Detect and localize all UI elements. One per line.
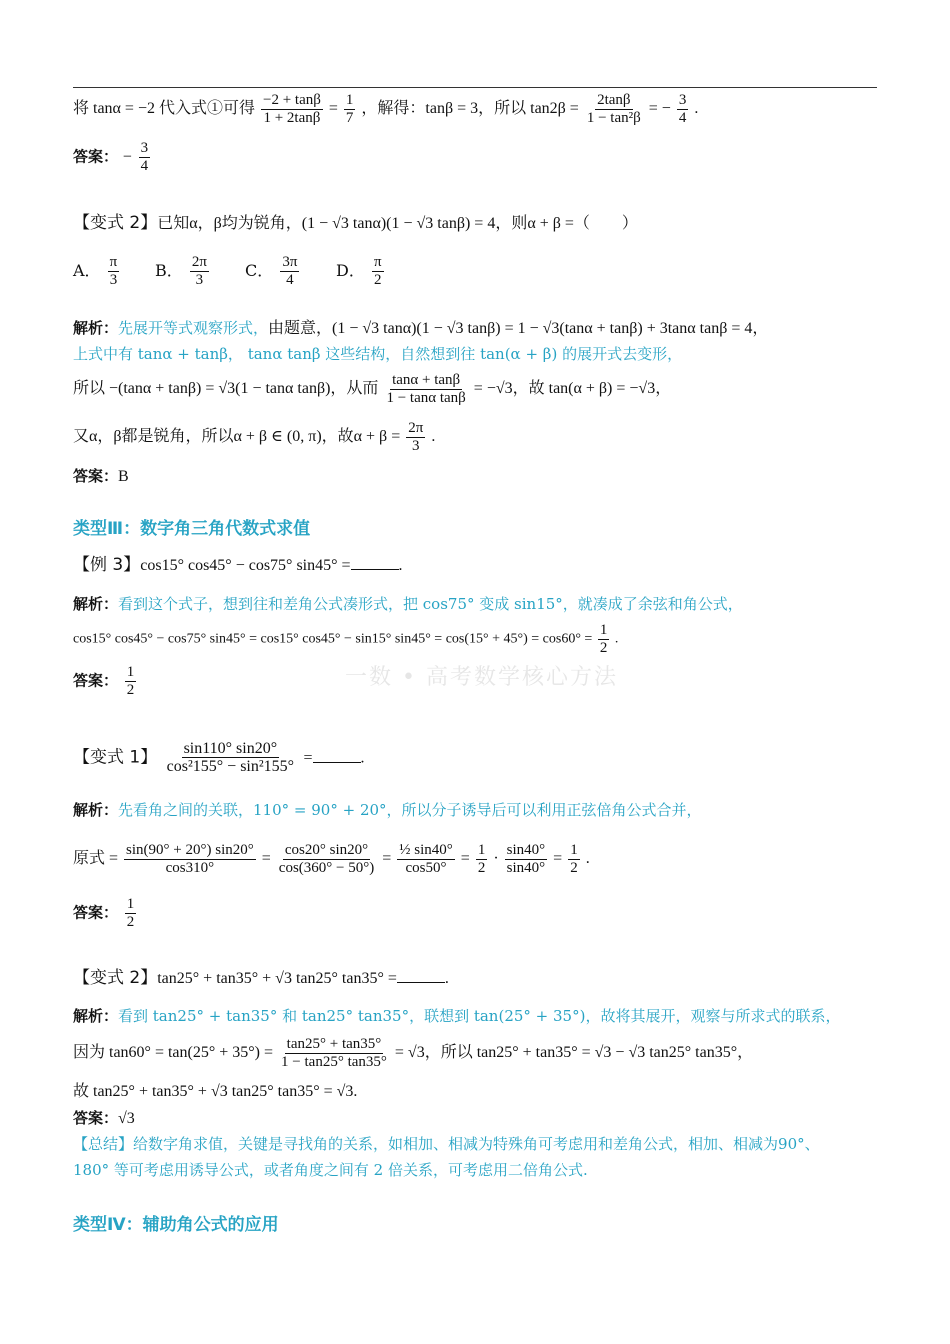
section-heading-3: 类型Ⅲ：数字角三角代数式求值 xyxy=(73,519,311,539)
answer-2: 答案：B xyxy=(73,467,129,485)
watermark: 一数 • 高考数学核心方法 xyxy=(345,665,618,690)
option-c: C． $\frac{3\pi}{4}$ xyxy=(245,254,298,288)
analysis-4-line-2: 原式 = $\frac{\sin(90^\circ + 20^\circ) \sin 20^\circ}{\cos 310^\circ}$ = $\frac{\cos 20^\circ \sin 20^\circ}{\cos(360^\circ - 50^\circ)}$ = $\frac{\text{½ sin40°}}{\cos 50^\circ}$ = $\frac{1}{2}$ · $\frac{\sin 40^\circ}{\sin 40^\circ}$ = $\frac{1}{2}$ . xyxy=(73,842,590,876)
header-rule xyxy=(73,87,877,88)
example-3-question: 【例 3】cos15° cos45° − cos75° sin45° = . xyxy=(73,555,403,575)
variant-1-question: 【变式 1】 $\frac{\sin 110^\circ \sin 20^\circ}{\text{cos²155° − sin²155°}}$ = . xyxy=(73,740,365,775)
analysis-2-line-2: 上式中有 tanα + tanβ， tanα tanβ 这些结构，自然想到往 tan(α + β) 的展开式去变形， xyxy=(73,345,683,363)
analysis-2-line-3: 所以 −(tanα + tanβ) = √3(1 − tanα tanβ)，从而 $\frac{\tan\alpha + \tan\beta}{\text{1 − tanα tanβ}}$ = −√3，故 tan(α + β) = −√3， xyxy=(73,372,672,406)
summary-line-2: 180° 等可考虑用诱导公式，或者角度之间有 2 倍关系，可考虑用二倍角公式. xyxy=(73,1161,588,1179)
answer-5: 答案：√3 xyxy=(73,1109,135,1127)
analysis-4-line-1: 解析：先看角之间的关联，110° = 90° + 20°，所以分子诱导后可以利用正弦倍角公式合并， xyxy=(73,801,702,819)
variant-2b-question: 【变式 2】tan25° + tan35° + √3 tan25° tan35° = . xyxy=(73,968,449,988)
analysis-3-line-1: 解析：看到这个式子，想到往和差角公式凑形式，把 cos75° 变成 sin15°，就凑成了余弦和角公式， xyxy=(73,595,743,613)
fraction: $\frac{3}{4}$ xyxy=(140,140,149,174)
answer-1: 答案： − $\frac{3}{4}$ xyxy=(73,140,149,174)
option-d: D． $\frac{\pi}{2}$ xyxy=(336,254,382,288)
fraction: $\frac{3}{4}$ xyxy=(678,92,687,126)
fraction: $\frac{1}{2}$ xyxy=(599,622,608,656)
fraction: $\frac{2\tan\beta}{\text{1 − tan²β}}$ xyxy=(586,92,641,126)
answer-3: 答案： $\frac{1}{2}$ xyxy=(73,664,135,698)
fraction: $\frac{\tan 25^\circ + \tan 35^\circ}{1 - \tan 25^\circ \tan 35^\circ}$ xyxy=(281,1036,387,1070)
solution-line-1: 将 tanα = −2 代入式①可得 $\frac{-2 + \tan\beta}{1 + 2\tan\beta}$ = $\frac{1}{7}$ ，解得：tanβ = 3，所以 tan2β = $\frac{2\tan\beta}{\text{1 − tan²β}}$ = − $\frac{3}{4}$ . xyxy=(73,92,699,126)
fraction: $\frac{2\pi}{3}$ xyxy=(408,420,424,454)
analysis-3-line-2: cos15° cos45° − cos75° sin45° = cos15° cos45° − sin15° sin45° = cos(15° + 45°) = cos60° = $\frac{1}{2}$ . xyxy=(73,622,619,656)
analysis-5-line-2: 因为 tan60° = tan(25° + 35°) = $\frac{\tan 25^\circ + \tan 35^\circ}{1 - \tan 25^\circ \tan 35^\circ}$ = √3，所以 tan25° + tan35° = √3 − √3 tan25° tan35°， xyxy=(73,1036,754,1070)
analysis-5-line-3: 故 tan25° + tan35° + √3 tan25° tan35° = √3. xyxy=(73,1083,358,1100)
summary-line-1: 【总结】给数字角求值，关键是寻找角的关系，如相加、相减为特殊角可考虑用和差角公式，相加、相减为90°、 xyxy=(73,1135,820,1153)
fraction: $\frac{-2 + \tan\beta}{1 + 2\tan\beta}$ xyxy=(262,92,321,126)
fraction: $\frac{1}{7}$ xyxy=(345,92,354,126)
fraction: $\frac{\tan\alpha + \tan\beta}{\text{1 − tanα tanβ}}$ xyxy=(386,372,466,406)
section-heading-4: 类型Ⅳ：辅助角公式的应用 xyxy=(73,1215,279,1235)
analysis-5-line-1: 解析：看到 tan25° + tan35° 和 tan25° tan35°，联想到 tan(25° + 35°)，故将其展开，观察与所求式的联系， xyxy=(73,1007,841,1025)
variant-2-question: 【变式 2】已知α，β均为锐角，(1 − √3 tanα)(1 − √3 tanβ) = 4，则α + β =（ ） xyxy=(73,213,638,233)
fraction: $\frac{\sin 110^\circ \sin 20^\circ}{\text{cos²155° − sin²155°}}$ xyxy=(166,740,295,775)
answer-4: 答案： $\frac{1}{2}$ xyxy=(73,896,135,930)
analysis-2-line-1: 解析：先展开等式观察形式，由题意，(1 − √3 tanα)(1 − √3 tanβ) = 1 − √3(tanα + tanβ) + 3tanα tanβ = 4， xyxy=(73,319,769,337)
option-a: A． $\frac{\pi}{3}$ xyxy=(73,254,118,288)
option-b: B． $\frac{2\pi}{3}$ xyxy=(155,254,207,288)
analysis-2-line-4: 又α，β都是锐角，所以α + β ∈ (0, π)，故α + β = $\frac{2\pi}{3}$ . xyxy=(73,420,436,454)
